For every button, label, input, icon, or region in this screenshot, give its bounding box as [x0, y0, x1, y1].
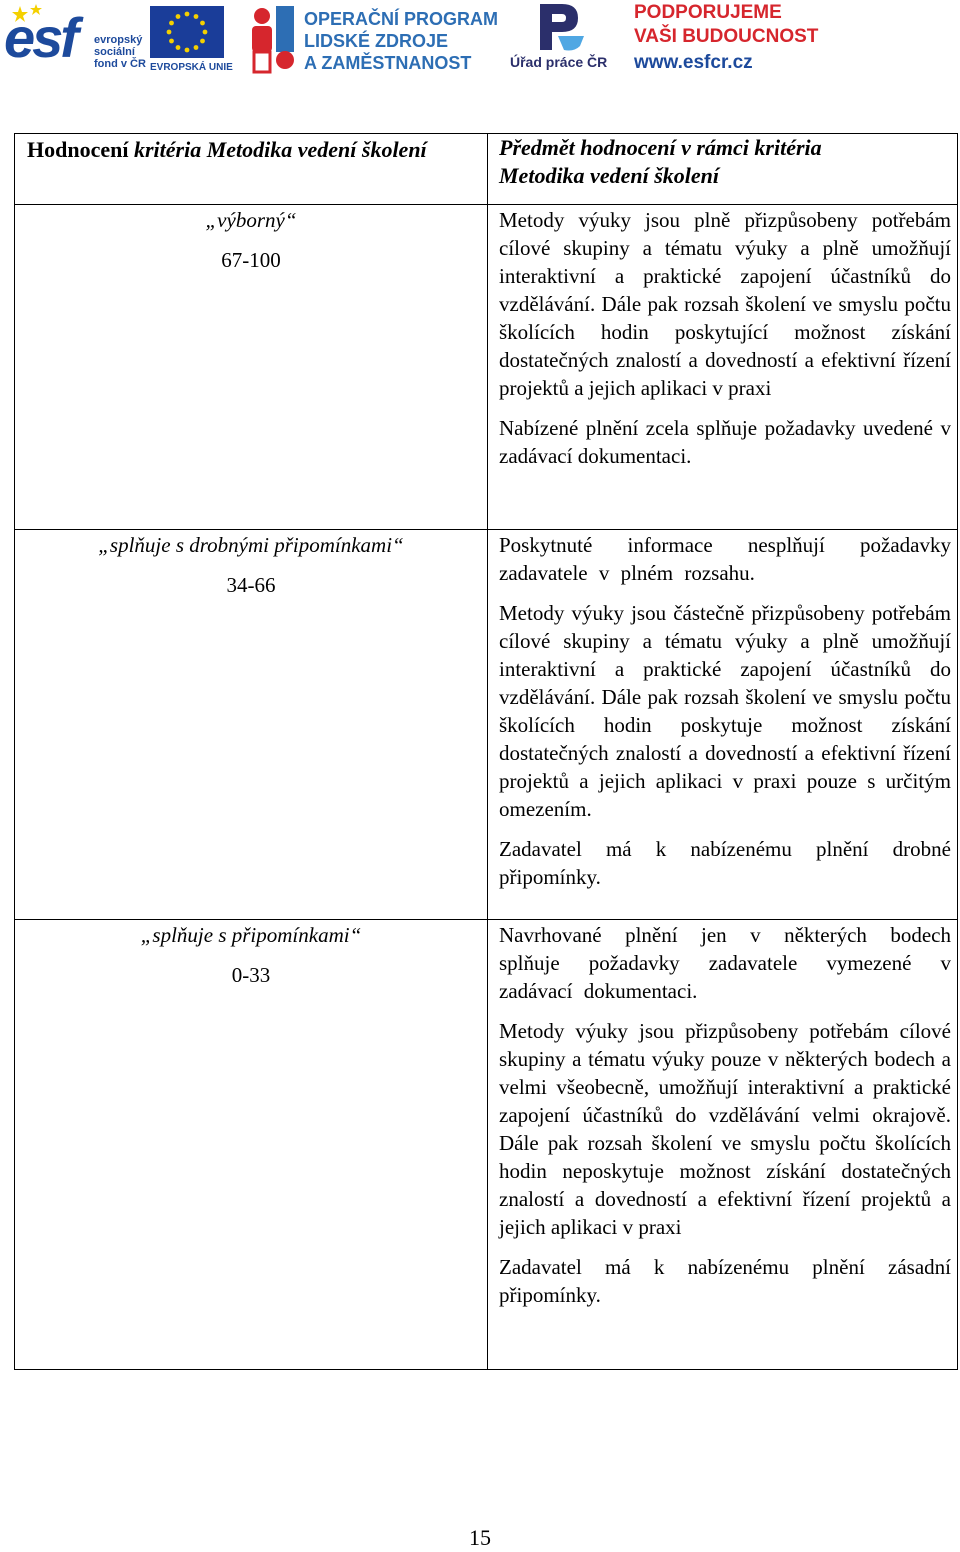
- table-row-description: [499, 206, 951, 470]
- table-header-right: Předmět hodnocení v rámci kritéria Metodika vedení školení: [499, 135, 822, 188]
- description-paragraph: Poskytnuté informace nesplňují požadavky zadavatele v plném rozsahu.: [499, 533, 951, 585]
- description-paragraph: Zadavatel má k nabízenému plnění drobné připomínky.: [499, 837, 951, 889]
- urad-prace-text: Úřad práce ČR: [510, 54, 608, 70]
- podporujeme-logo: [632, 2, 832, 76]
- rating-label: „splňuje s připomínkami“: [140, 923, 362, 947]
- podporujeme-line-1: PODPORUJEME: [634, 2, 782, 23]
- page-number: 15: [469, 1525, 491, 1550]
- table-row-description: [499, 531, 951, 891]
- table-row-divider: [15, 204, 957, 205]
- table-row-rating: [15, 206, 487, 274]
- eu-flag-icon: [150, 6, 224, 58]
- description-paragraph: Navrhované plnění jen v některých bodech splňuje požadavky zadavatele vymezené v zadávací dokumentaci.: [499, 923, 951, 1003]
- description-paragraph: Nabízené plnění zcela splňuje požadavky uvedené v zadávací dokumentaci.: [499, 416, 951, 468]
- op-text: OPERAČNÍ PROGRAM LIDSKÉ ZDROJE A ZAMĚSTNANOST: [304, 9, 499, 73]
- rating-label: „výborný“: [205, 208, 297, 232]
- evaluation-table: [14, 133, 958, 1370]
- description-paragraph: Metody výuky jsou plně přizpůsobeny potřebám cílové skupiny a tématu výuky a plně umožňují interaktivní a praktické zapojení účastníků do vzdělávání. Dále pak rozsah školení ve smyslu počtu školících hodin poskytující možnost získání dostatečných znalostí a dovedností a efektivní řízení projektů a jejich aplikaci v praxi: [499, 208, 951, 400]
- op-people-icon: [248, 2, 298, 74]
- description-paragraph: Zadavatel má k nabízenému plnění zásadní připomínky.: [499, 1255, 951, 1307]
- urad-prace-icon: [534, 2, 590, 52]
- table-row-divider: [15, 529, 957, 530]
- rating-score: 67-100: [221, 248, 281, 272]
- description-paragraph: Metody výuky jsou částečně přizpůsobeny potřebám cílové skupiny a tématu výuky a plně umožňují interaktivní a praktické zapojení účastníků do vzdělávání. Dále pak rozsah školení ve smyslu počtu školících hodin poskytuje možnost získání dostatečných znalostí a dovedností a efektivní řízení projektů a jejich aplikaci v praxi pouze s určitým omezením.: [499, 601, 951, 821]
- table-row-rating: [15, 531, 487, 599]
- website-text: www.esfcr.cz: [634, 52, 753, 73]
- table-row-description: [499, 921, 951, 1309]
- table-row-rating: [15, 921, 487, 989]
- eu-text: EVROPSKÁ UNIE: [150, 62, 233, 73]
- esf-mark: esf: [4, 6, 76, 69]
- urad-prace-logo: [508, 2, 612, 74]
- op-lzz-logo: [248, 2, 499, 76]
- esf-logo: [4, 4, 233, 73]
- rating-label: „splňuje s drobnými připomínkami“: [98, 533, 404, 557]
- esf-text: evropský sociální fond v ČR: [94, 34, 146, 70]
- description-paragraph: Metody výuky jsou přizpůsobeny potřebám cílové skupiny a tématu výuky pouze v některých bodech a velmi všeobecně, umožňují interaktivní a praktické zapojení účastníků do vzdělávání velmi okrajově. Dále pak rozsah školení ve smyslu počtu školících hodin neposkytuje možnost získání dostatečných znalostí a dovedností a efektivní řízení projektů a jejich aplikaci v praxi: [499, 1019, 951, 1239]
- table-row-divider: [15, 919, 957, 920]
- logo-bar: [0, 0, 960, 80]
- podporujeme-line-2: VAŠI BUDOUCNOST: [634, 26, 819, 47]
- rating-score: 34-66: [226, 573, 276, 597]
- table-header-left: Hodnocení kritéria Metodika vedení školení: [27, 137, 427, 162]
- rating-score: 0-33: [231, 963, 271, 987]
- table-column-divider: [487, 134, 488, 1369]
